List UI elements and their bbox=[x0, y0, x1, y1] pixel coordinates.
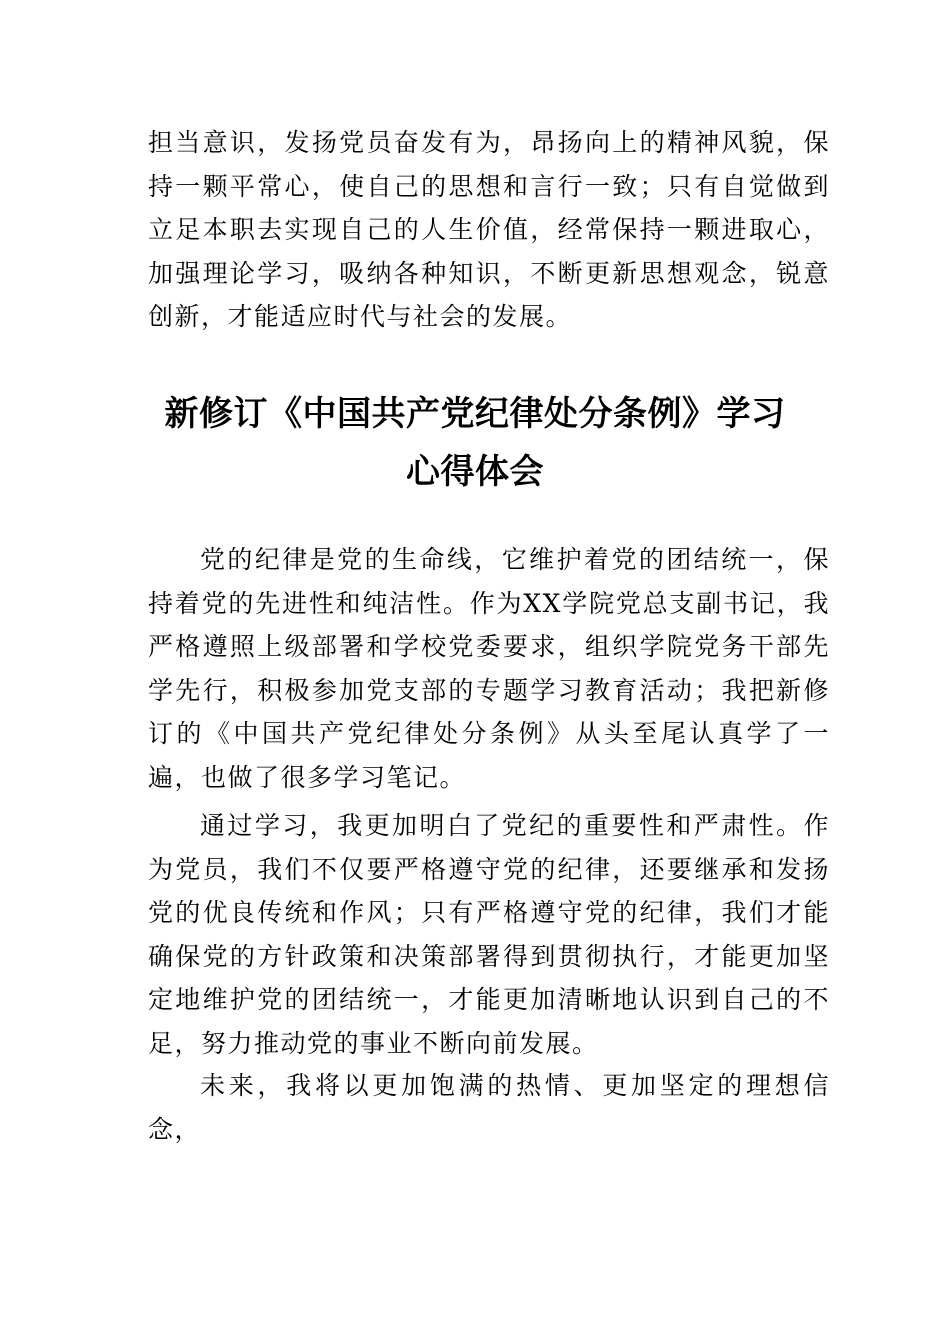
document-title bbox=[120, 385, 830, 501]
body-paragraph-1: 党的纪律是党的生命线，它维护着党的团结统一，保持着党的先进性和纯洁性。作为XX学院党总支副书记，我严格遵照上级部署和学校党委要求，组织学院党务干部先学先行，积极参加党支部的专题学习教育活动；我把新修订的《中国共产党纪律处分条例》从头至尾认真学了一遍，也做了很多学习笔记。 bbox=[148, 545, 830, 792]
body-paragraph-2: 通过学习，我更加明白了党纪的重要性和严肃性。作为党员，我们不仅要严格遵守党的纪律，还要继承和发扬党的优良传统和作风；只有严格遵守党的纪律，我们才能确保党的方针政策和决策部署得到贯彻执行，才能更加坚定地维护党的团结统一，才能更加清晰地认识到自己的不足，努力推动党的事业不断向前发展。 bbox=[148, 811, 830, 1058]
title-line-2: 心得体会 bbox=[406, 452, 544, 492]
continuation-paragraph: 担当意识，发扬党员奋发有为，昂扬向上的精神风貌，保持一颗平常心，使自己的思想和言行一致；只有自觉做到立足本职去实现自己的人生价值，经常保持一颗进取心，加强理论学习，吸纳各种知识，不断更新思想观念，锐意创新，才能适应时代与社会的发展。 bbox=[148, 128, 830, 331]
title-line-1: 新修订《中国共产党纪律处分条例》学习 bbox=[164, 394, 786, 434]
body-paragraph-3: 未来，我将以更加饱满的热情、更加坚定的理想信念， bbox=[148, 1071, 830, 1144]
